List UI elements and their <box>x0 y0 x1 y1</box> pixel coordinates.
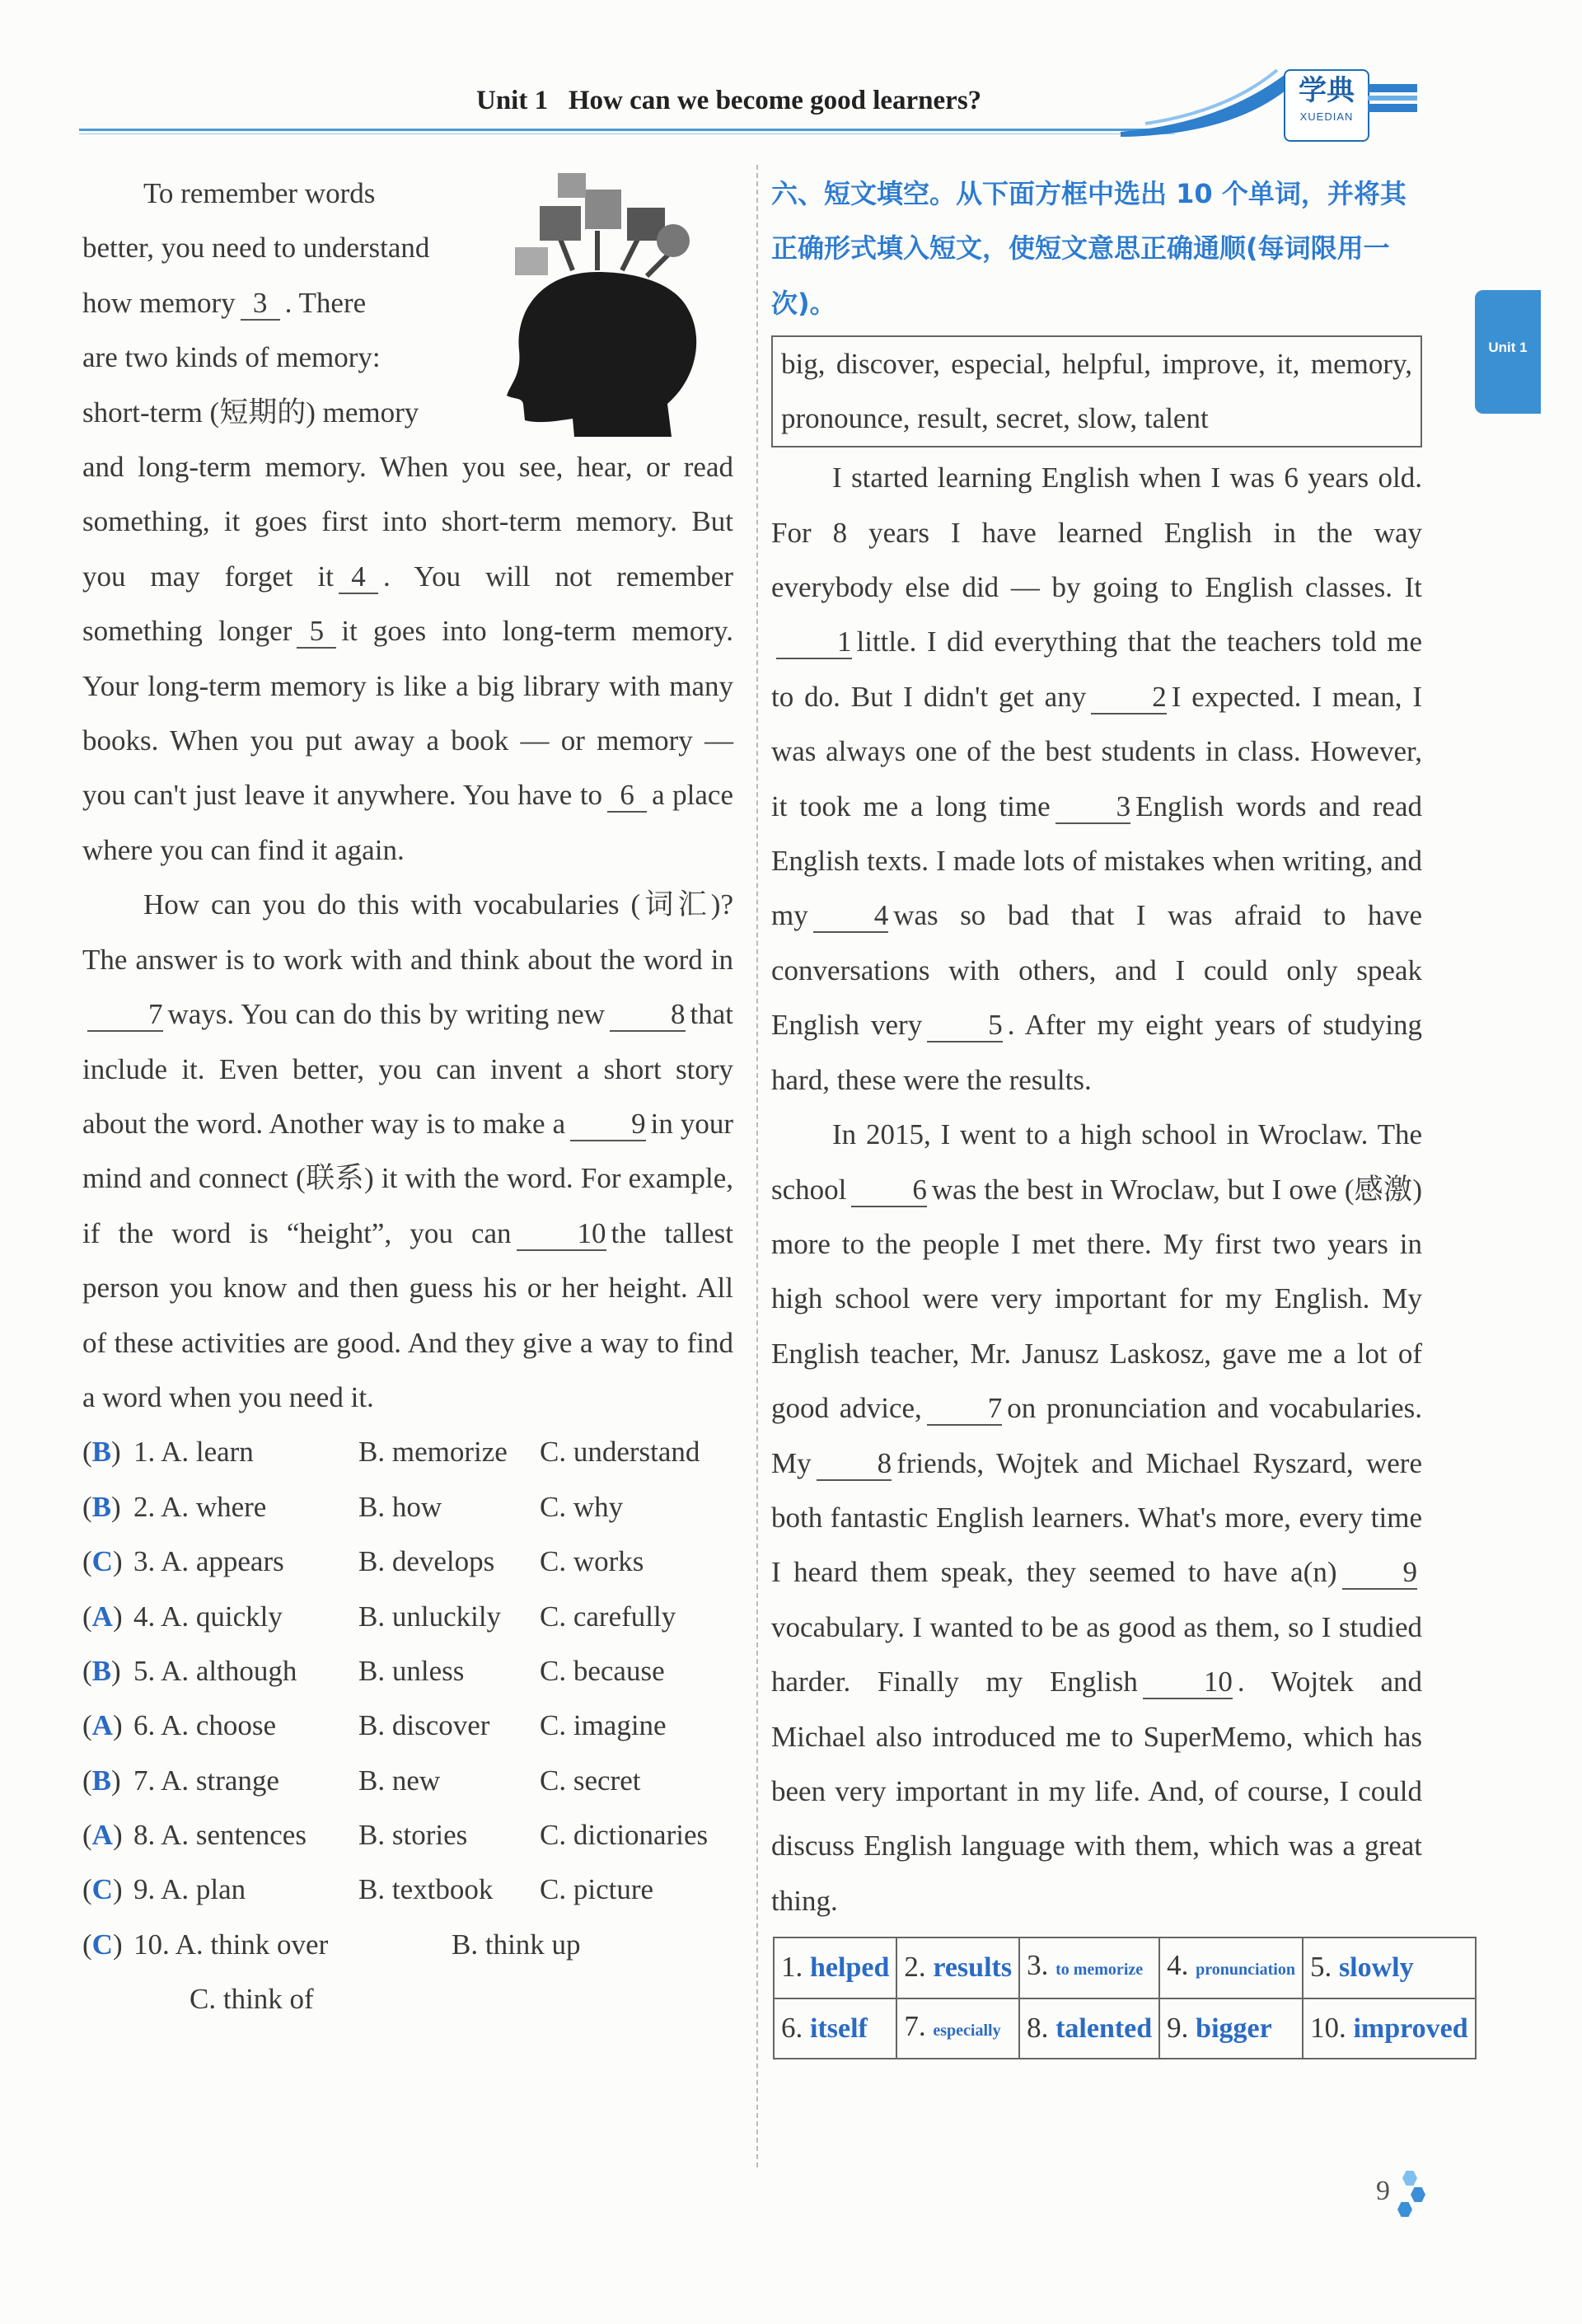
question-option-row: (A) 8. A. sentences B. stories C. dictionaries <box>82 1808 733 1862</box>
question-options <box>82 1425 733 1918</box>
blank-9[interactable]: 9 <box>1342 1557 1418 1590</box>
question-option-row: (B) 5. A. although B. unless C. because <box>82 1644 733 1698</box>
question-option-row: (B) 7. A. strange B. new C. secret <box>82 1754 733 1808</box>
blank-10[interactable]: 10 <box>1143 1666 1233 1699</box>
answer-value: improved <box>1353 2012 1468 2044</box>
option-a: 8. A. sentences <box>133 1819 307 1852</box>
answer-number: 3. <box>1027 1949 1049 1982</box>
passage-paragraph: and long-term memory. When you see, hear, or read something, it goes first into short-term memory. But you may forget it 4 . You will not remember something longer 5 it goes into long-term memory. Your long-term memory is like a big library with many books. When you put away a book — or memory — you can't just leave it anywhere. You have to 6 a place where you can find it again. <box>82 451 733 866</box>
answer-grid <box>773 1937 1477 2059</box>
passage-paragraph: In 2015, I went to a high school in Wroclaw. The school 6 was the best in Wroclaw, but I owe (感激) more to the people I met there. My first two years in high school were very important for my English. My English teacher, Mr. Janusz Laskosz, gave me a lot of good advice, 7 on pronunciation and vocabularies. My 8 friends, Wojtek and Michael Ryszard, were both fantastic English learners. What's more, every time I heard them speak, they seemed to have a(n) 9vocabulary. I wanted to be as good as them, so I studied harder. Finally my English 10 . Wojtek and Michael also introduced me to SuperMemo, which has been very important in my life. And, of course, I could discuss English language with them, which was a great thing. <box>771 1118 1422 1917</box>
passage-paragraph: I started learning English when I was 6 years old. For 8 years I have learned English in the way everybody else did — by going to English classes. It1 little. I did everything that the teachers told me to do. But I didn't get any 2 I expected. I mean, I was always one of the best students in class. However, it took me a long time 3 English words and read English texts. I made lots of mistakes when writing, and my 4 was so bad that I was afraid to have conversations with others, and I could only speak English very 5 . After my eight years of studying hard, these were the results. <box>771 462 1423 1096</box>
option-a: 9. A. plan <box>133 1873 246 1906</box>
option-b: B. develops <box>358 1545 495 1578</box>
question-option-row <box>82 1972 733 2026</box>
answer-number: 1. <box>781 1951 803 1984</box>
blank-1[interactable]: 1 <box>776 626 852 659</box>
answer-value: slowly <box>1338 1952 1414 1984</box>
answer-choice: C <box>91 1873 113 1906</box>
answer-grid-row <box>774 1998 1476 2059</box>
answer-cell <box>1019 1937 1159 1998</box>
option-c: C. imagine <box>540 1709 667 1742</box>
answer-cell <box>1019 1998 1159 2059</box>
answer-number: 4. <box>1167 1949 1189 1982</box>
header-rule <box>79 129 1175 131</box>
option-c: C. secret <box>540 1764 641 1797</box>
option-a: 3. A. appears <box>133 1545 284 1578</box>
blank-5[interactable]: 5 <box>927 1010 1003 1043</box>
blank-3[interactable]: 3 <box>241 288 280 321</box>
answer-value: results <box>933 1952 1013 1984</box>
answer-choice: C <box>91 1545 113 1578</box>
blank-8[interactable]: 8 <box>610 999 686 1032</box>
header-swoosh-icon <box>1121 66 1285 140</box>
option-b: B. textbook <box>358 1873 494 1906</box>
option-c: C. dictionaries <box>540 1819 709 1852</box>
answer-choice: B <box>91 1764 112 1797</box>
answer-value: helped <box>810 1952 890 1984</box>
answer-number: 10. <box>1309 2011 1346 2044</box>
question-option-row: (A) 4. A. quickly B. unluckily C. carefully <box>82 1590 733 1644</box>
blank-7[interactable]: 7 <box>927 1393 1003 1426</box>
question-option-row: (B) 2. A. where B. how C. why <box>82 1480 733 1534</box>
question-option-row: (B) 1. A. learn B. memorize C. understand <box>82 1425 733 1479</box>
answer-choice: A <box>91 1819 113 1852</box>
right-column <box>771 166 1468 2059</box>
answer-choice: C <box>91 1928 113 1961</box>
passage-line: To remember words <box>143 177 376 209</box>
option-b: B. discover <box>358 1709 490 1742</box>
answer-cell <box>774 1937 896 1998</box>
blank-3[interactable]: 3 <box>1055 791 1131 824</box>
answer-cell <box>1159 1998 1303 2059</box>
blank-9[interactable]: 9 <box>570 1108 646 1141</box>
page-number: 9 <box>1376 2176 1390 2206</box>
answer-number: 9. <box>1167 2011 1189 2044</box>
option-c: C. because <box>540 1654 665 1687</box>
passage-paragraph: How can you do this with vocabularies (词汇)? The answer is to work with and think about the word in7 ways. You can do this by writing new 8 that include it. Even better, you can invent a short story about the word. Another way is to make a 9 in your mind and connect (联系) it with the word. For example, if the word is “height”, you can 10 the tallest person you know and then guess his or her height. All of these activities are good. And they give a way to find a word when you need it. <box>82 888 733 1413</box>
answer-cell <box>1303 1937 1476 1998</box>
hexagon-decoration-icon <box>1397 2202 1412 2217</box>
answer-number: 5. <box>1309 1951 1332 1984</box>
blank-6[interactable]: 6 <box>851 1174 927 1207</box>
section-title: 六、短文填空。从下面方框中选出 10 个单词，并将其正确形式填入短文，使短文意思正确通顺(每词限用一次)。 <box>771 178 1406 319</box>
passage-line: better, you need to understand <box>82 232 430 265</box>
option-c: C. picture <box>540 1873 654 1906</box>
answer-choice: A <box>91 1600 113 1633</box>
blank-4[interactable]: 4 <box>339 561 378 594</box>
hexagon-decoration-icon <box>1411 2187 1425 2202</box>
question-option-row: (C) 3. A. appears B. develops C. works <box>82 1534 733 1589</box>
answer-cell <box>774 1998 896 2059</box>
answer-choice: B <box>91 1654 112 1687</box>
answer-value: talented <box>1055 2012 1153 2044</box>
answer-value: especially <box>933 2021 1001 2040</box>
option-a: 7. A. strange <box>133 1764 279 1797</box>
answer-number: 2. <box>904 1951 926 1984</box>
hexagon-decoration-icon <box>1402 2171 1417 2186</box>
blank-5[interactable]: 5 <box>297 616 336 649</box>
option-a: 5. A. although <box>133 1654 297 1687</box>
publisher-logo: 学典 XUEDIAN <box>1284 69 1369 142</box>
header-title: Unit 1 How can we become good learners? <box>476 86 982 115</box>
option-c: C. understand <box>540 1436 700 1469</box>
answer-cell <box>1159 1937 1303 1998</box>
answer-cell <box>896 1998 1019 2059</box>
option-c: C. works <box>540 1545 644 1578</box>
answer-choice: B <box>91 1436 112 1469</box>
blank-4[interactable]: 4 <box>813 900 889 933</box>
option-a: 4. A. quickly <box>133 1600 283 1633</box>
blank-6[interactable]: 6 <box>607 780 647 813</box>
option-b: B. memorize <box>358 1436 508 1469</box>
blank-7[interactable]: 7 <box>87 999 163 1032</box>
answer-value: itself <box>810 2012 868 2044</box>
answer-grid-row <box>774 1937 1476 1998</box>
option-b: B. stories <box>358 1819 468 1852</box>
page-header <box>0 58 1582 148</box>
answer-value: bigger <box>1196 2012 1272 2044</box>
answer-number: 6. <box>781 2011 803 2044</box>
option-b: B. new <box>358 1764 441 1797</box>
option-a: 6. A. choose <box>133 1709 277 1742</box>
word-box: big, discover, especial, helpful, improve, it, memory, pronounce, result, secret, slow, talent <box>771 335 1422 447</box>
answer-cell <box>1303 1998 1476 2059</box>
unit-side-tab: Unit 1 <box>1475 290 1541 414</box>
answer-value: to memorize <box>1055 1961 1144 1980</box>
left-column <box>82 166 733 2027</box>
option-b: B. unless <box>358 1654 465 1687</box>
blank-8[interactable]: 8 <box>817 1448 892 1481</box>
blank-2[interactable]: 2 <box>1091 682 1167 715</box>
option-a: 10. A. think over <box>133 1928 329 1961</box>
passage-line: short-term (短期的) memory <box>82 396 419 429</box>
option-c: C. why <box>540 1490 624 1523</box>
answer-cell <box>896 1937 1019 1998</box>
answer-choice: B <box>91 1490 112 1523</box>
option-c: C. think of <box>190 1983 314 2016</box>
option-c: C. carefully <box>540 1600 676 1633</box>
blank-10[interactable]: 10 <box>517 1218 606 1251</box>
passage-line: how memory 3 . There <box>82 286 367 319</box>
option-b: B. unluckily <box>358 1600 502 1633</box>
question-option-row: (C) 9. A. plan B. textbook C. picture <box>82 1862 733 1917</box>
question-option-row: (A) 6. A. choose B. discover C. imagine <box>82 1698 733 1753</box>
answer-choice: A <box>91 1709 113 1742</box>
logo-stripes-icon <box>1368 82 1417 115</box>
option-a: 2. A. where <box>133 1490 267 1523</box>
column-divider <box>756 165 758 2167</box>
answer-number: 7. <box>904 2009 926 2042</box>
question-option-row: (C) 10. A. think over B. think up <box>82 1918 733 1972</box>
option-b: B. how <box>358 1490 442 1523</box>
option-a: 1. A. learn <box>133 1436 254 1469</box>
option-b: B. think up <box>452 1928 581 1961</box>
passage-line: are two kinds of memory: <box>82 341 381 374</box>
answer-value: pronunciation <box>1196 1961 1295 1980</box>
answer-number: 8. <box>1027 2011 1049 2044</box>
